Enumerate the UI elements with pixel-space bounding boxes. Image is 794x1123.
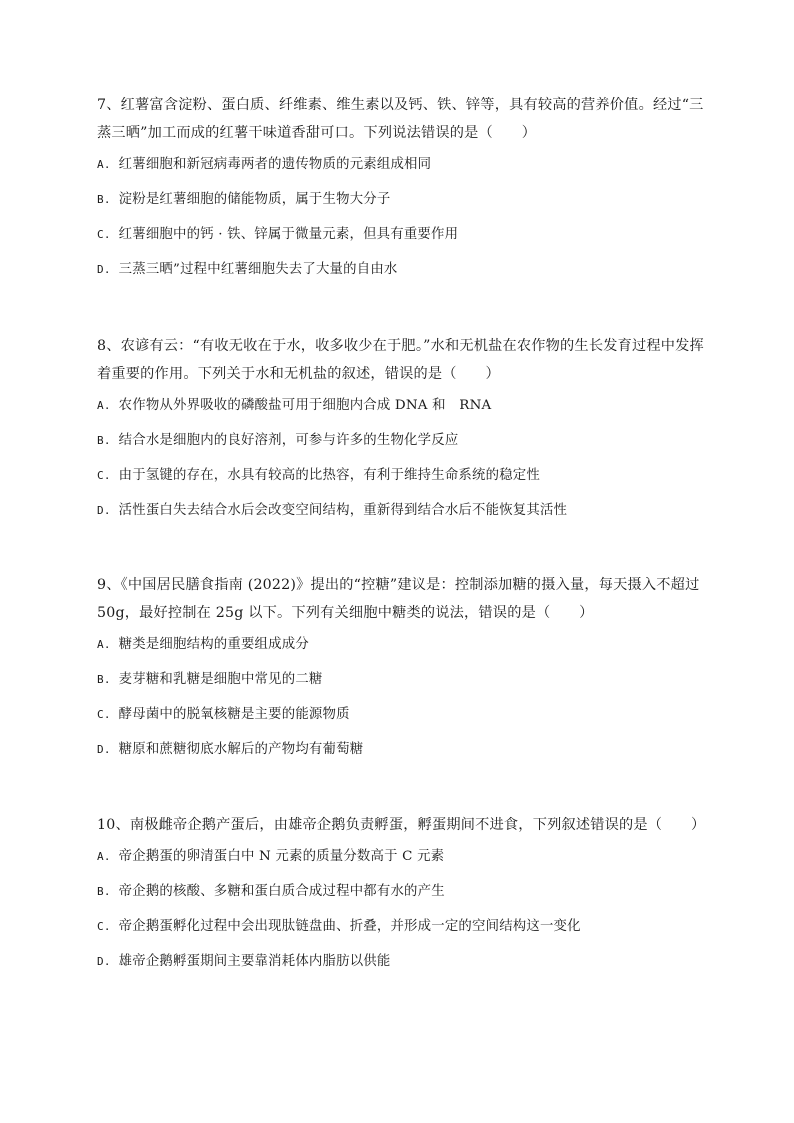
- option-text: 雄帝企鹅孵蛋期间主要靠消耗体内脂肪以供能: [118, 954, 391, 969]
- option-c[interactable]: [97, 917, 707, 952]
- option-list: [97, 396, 707, 536]
- question-8: [97, 332, 707, 536]
- option-letter: A.: [97, 638, 111, 651]
- option-list: [97, 155, 707, 295]
- option-b[interactable]: [97, 190, 707, 225]
- option-text: 结合水是细胞内的良好溶剂，可参与许多的生物化学反应: [118, 433, 459, 448]
- option-text: 由于氢键的存在，水具有较高的比热容，有利于维持生命系统的稳定性: [118, 468, 540, 483]
- option-list: [97, 635, 707, 775]
- question-10: [97, 811, 707, 987]
- option-d[interactable]: [97, 260, 707, 295]
- option-letter: D.: [97, 263, 111, 276]
- option-text: 红薯细胞和新冠病毒两者的遗传物质的元素组成相同: [118, 157, 432, 172]
- option-d[interactable]: [97, 501, 707, 536]
- option-text: 红薯细胞中的钙 · 铁、锌属于微量元素，但具有重要作用: [118, 227, 459, 242]
- option-letter: B.: [97, 434, 111, 447]
- option-letter: B.: [97, 885, 111, 898]
- option-a[interactable]: [97, 396, 707, 431]
- option-d[interactable]: [97, 740, 707, 775]
- option-letter: D.: [97, 743, 111, 756]
- option-text: 活性蛋白失去结合水后会改变空间结构，重新得到结合水后不能恢复其活性: [118, 503, 568, 518]
- option-text: 农作物从外界吸收的磷酸盐可用于细胞内合成 DNA 和 RNA: [118, 398, 492, 413]
- option-letter: C.: [97, 469, 111, 482]
- option-list: [97, 847, 707, 987]
- question-stem: 10、南极雌帝企鹅产蛋后，由雄帝企鹅负责孵蛋，孵蛋期间不进食，下列叙述错误的是（ ）: [97, 817, 706, 833]
- option-b[interactable]: [97, 882, 707, 917]
- question-stem: 9、《中国居民膳食指南 (2022)》提出的“控糖”建议是：控制添加糖的摄入量，每天摄入不超过 50g，最好控制在 25g 以下。下列有关细胞中糖类的说法，错误的是（ ）: [97, 577, 700, 621]
- option-c[interactable]: [97, 705, 707, 740]
- option-text: 酵母菌中的脱氧核糖是主要的能源物质: [118, 707, 350, 722]
- option-b[interactable]: [97, 431, 707, 466]
- option-text: 帝企鹅蛋的卵清蛋白中 N 元素的质量分数高于 C 元素: [118, 849, 445, 864]
- option-d[interactable]: [97, 952, 707, 987]
- option-text: 糖类是细胞结构的重要组成成分: [118, 637, 309, 652]
- option-b[interactable]: [97, 670, 707, 705]
- option-c[interactable]: [97, 466, 707, 501]
- option-text: 麦芽糖和乳糖是细胞中常见的二糖: [118, 672, 323, 687]
- option-letter: C.: [97, 920, 111, 933]
- option-a[interactable]: [97, 847, 707, 882]
- option-letter: A.: [97, 399, 111, 412]
- question-7: [97, 91, 707, 295]
- option-text: 三蒸三晒”过程中红薯细胞失去了大量的自由水: [118, 262, 398, 277]
- question-9: [97, 571, 707, 775]
- question-stem: 8、农谚有云：“有收无收在于水，收多收少在于肥。”水和无机盐在农作物的生长发育过程中发挥着重要的作用。下列关于水和无机盐的叙述，错误的是（ ）: [97, 338, 704, 382]
- option-c[interactable]: [97, 225, 707, 260]
- option-letter: B.: [97, 673, 111, 686]
- option-a[interactable]: [97, 155, 707, 190]
- option-a[interactable]: [97, 635, 707, 670]
- option-text: 帝企鹅的核酸、多糖和蛋白质合成过程中都有水的产生: [118, 884, 445, 899]
- option-text: 糖原和蔗糖彻底水解后的产物均有葡萄糖: [118, 742, 364, 757]
- option-letter: A.: [97, 850, 111, 863]
- option-letter: B.: [97, 193, 111, 206]
- question-stem: 7、红薯富含淀粉、蛋白质、纤维素、维生素以及钙、铁、锌等，具有较高的营养价值。经过“三蒸三晒”加工而成的红薯干味道香甜可口。下列说法错误的是（ ）: [97, 97, 704, 141]
- option-letter: A.: [97, 158, 111, 171]
- option-text: 帝企鹅蛋孵化过程中会出现肽链盘曲、折叠，并形成一定的空间结构这一变化: [118, 919, 581, 934]
- option-letter: D.: [97, 504, 111, 517]
- option-letter: C.: [97, 708, 111, 721]
- option-letter: C.: [97, 228, 111, 241]
- option-letter: D.: [97, 955, 111, 968]
- option-text: 淀粉是红薯细胞的储能物质，属于生物大分子: [118, 192, 391, 207]
